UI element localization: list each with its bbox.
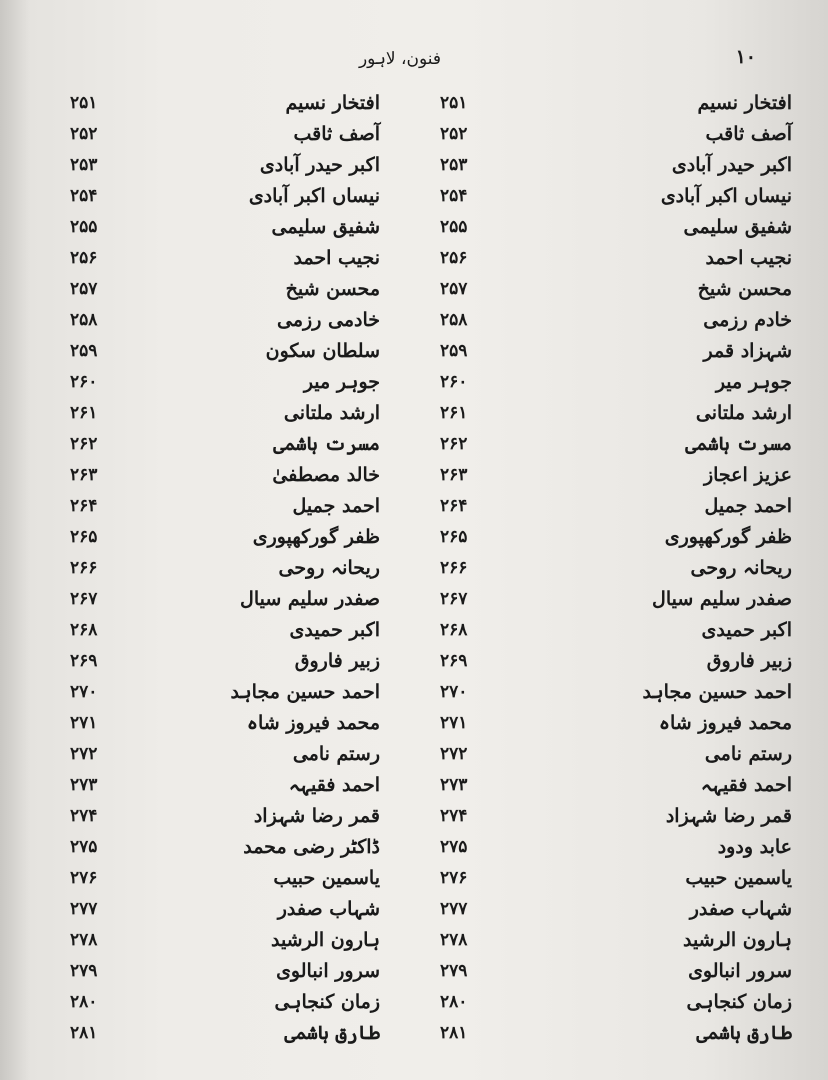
list-item	[440, 955, 800, 986]
entry-number: ۲۶۴	[70, 496, 98, 517]
poet-name: اکبر حمیدی	[289, 618, 380, 641]
poet-name: خادم رزمی	[703, 309, 792, 332]
entry-number: ۲۶۹	[440, 650, 468, 671]
page-gutter-shadow	[0, 0, 30, 1080]
poet-name: آصف ثاقب	[705, 123, 792, 146]
list-item	[70, 831, 430, 862]
list-item	[70, 367, 430, 398]
poet-name: طارق ہاشمی	[284, 1021, 380, 1044]
page-number: ۱۰	[735, 46, 756, 68]
poet-name: اکبر حمیدی	[701, 618, 792, 641]
list-item	[70, 769, 430, 800]
poet-name: احمد جمیل	[292, 495, 380, 518]
list-item	[70, 460, 430, 491]
entry-number: ۲۷۱	[440, 712, 468, 733]
entry-number: ۲۵۹	[70, 341, 98, 362]
poet-name: سرور انبالوی	[688, 959, 792, 982]
entry-number: ۲۸۱	[440, 1022, 468, 1043]
poet-name: زمان کنجاہی	[686, 990, 792, 1013]
poet-name: ڈاکٹر رضی محمد	[243, 835, 380, 858]
entry-number: ۲۵۸	[70, 310, 98, 331]
entry-number: ۲۵۸	[440, 310, 468, 331]
entry-number: ۲۶۱	[440, 403, 468, 424]
entry-number: ۲۸۰	[440, 991, 468, 1012]
poet-name: عابد ودود	[717, 835, 792, 858]
entry-number: ۲۷۴	[70, 805, 98, 826]
poet-name: نجیب احمد	[293, 247, 380, 270]
poet-name: نیساں اکبر آبادی	[248, 185, 380, 208]
list-item	[70, 305, 430, 336]
list-item	[70, 212, 430, 243]
list-item	[440, 243, 800, 274]
poet-name: جوہر میر	[715, 371, 792, 394]
list-item	[70, 336, 430, 367]
list-item	[440, 738, 800, 769]
entry-number: ۲۶۵	[70, 527, 98, 548]
entry-number: ۲۷۸	[440, 929, 468, 950]
poet-name: نجیب احمد	[705, 247, 792, 270]
entry-number: ۲۵۷	[70, 279, 98, 300]
entry-number: ۲۵۵	[70, 217, 98, 238]
list-item	[70, 986, 430, 1017]
list-item	[440, 645, 800, 676]
poet-name: رستم نامی	[704, 742, 792, 765]
entry-number: ۲۵۳	[70, 155, 98, 176]
poet-name: صفدر سلیم سیال	[652, 587, 792, 610]
list-item	[70, 398, 430, 429]
poet-name: طارق ہاشمی	[696, 1021, 792, 1044]
list-item	[70, 274, 430, 305]
entry-number: ۲۸۱	[70, 1022, 98, 1043]
poet-name: مسرت ہاشمی	[685, 433, 792, 456]
list-item	[440, 862, 800, 893]
list-item	[70, 862, 430, 893]
list-item	[70, 553, 430, 584]
entry-number: ۲۵۲	[70, 124, 98, 145]
list-item	[70, 738, 430, 769]
poet-name: احمد فقیہہ	[700, 773, 792, 796]
poet-name: قمر رضا شہزاد	[665, 804, 792, 827]
poet-name: مسرت ہاشمی	[273, 433, 380, 456]
list-item	[70, 1017, 430, 1048]
list-item	[70, 924, 430, 955]
list-item	[440, 924, 800, 955]
list-item	[440, 986, 800, 1017]
list-item	[440, 831, 800, 862]
poet-name: یاسمین حبیب	[273, 866, 380, 889]
list-item	[70, 584, 430, 615]
poet-name: قمر رضا شہزاد	[253, 804, 380, 827]
list-item	[70, 645, 430, 676]
poet-name: محمد فیروز شاہ	[246, 711, 380, 734]
entry-number: ۲۷۷	[440, 898, 468, 919]
entry-number: ۲۶۶	[440, 558, 468, 579]
list-item	[440, 553, 800, 584]
list-item	[440, 398, 800, 429]
index-column-right	[440, 88, 800, 1048]
poet-name: احمد حسین مجاہد	[642, 680, 792, 703]
poet-name: شفیق سلیمی	[271, 216, 380, 239]
poet-name: شہاب صفدر	[689, 897, 792, 920]
list-item	[70, 429, 430, 460]
list-item	[440, 1017, 800, 1048]
poet-name: محمد فیروز شاہ	[658, 711, 792, 734]
entry-number: ۲۵۱	[70, 93, 98, 114]
poet-name: محسن شیخ	[697, 278, 792, 301]
list-item	[440, 274, 800, 305]
list-item	[440, 676, 800, 707]
entry-number: ۲۵۹	[440, 341, 468, 362]
entry-number: ۲۶۰	[70, 372, 98, 393]
entry-number: ۲۸۰	[70, 991, 98, 1012]
list-item	[70, 955, 430, 986]
entry-number: ۲۶۷	[70, 588, 98, 609]
poet-name: یاسمین حبیب	[685, 866, 792, 889]
list-item	[440, 150, 800, 181]
poet-name: شہاب صفدر	[277, 897, 380, 920]
list-item	[440, 460, 800, 491]
poet-name: آصف ثاقب	[293, 123, 380, 146]
entry-number: ۲۵۵	[440, 217, 468, 238]
list-item	[440, 181, 800, 212]
poet-name: احمد حسین مجاہد	[230, 680, 380, 703]
poet-name: ارشد ملتانی	[695, 402, 792, 425]
list-item	[70, 119, 430, 150]
poet-name: ظفر گورکھپوری	[252, 526, 380, 549]
entry-number: ۲۶۸	[70, 619, 98, 640]
list-item	[70, 522, 430, 553]
entry-number: ۲۶۹	[70, 650, 98, 671]
poet-name: زبیر فاروق	[706, 649, 792, 672]
poet-name: ریحانہ روحی	[690, 557, 792, 580]
list-item	[440, 584, 800, 615]
entry-number: ۲۷۰	[70, 681, 98, 702]
running-title: فنون، لاہور	[358, 49, 442, 69]
entry-number: ۲۶۰	[440, 372, 468, 393]
entry-number: ۲۶۸	[440, 619, 468, 640]
entry-number: ۲۷۶	[440, 867, 468, 888]
entry-number: ۲۷۲	[70, 743, 98, 764]
poet-name: زبیر فاروق	[294, 649, 380, 672]
entry-number: ۲۷۹	[440, 960, 468, 981]
index-column-left	[70, 88, 430, 1048]
list-item	[70, 88, 430, 119]
poet-name: ہارون الرشید	[682, 928, 792, 951]
poet-name: زمان کنجاہی	[274, 990, 380, 1013]
list-item	[440, 212, 800, 243]
list-item	[440, 429, 800, 460]
entry-number: ۲۷۴	[440, 805, 468, 826]
entry-number: ۲۵۶	[70, 248, 98, 269]
entry-number: ۲۷۹	[70, 960, 98, 981]
entry-number: ۲۵۳	[440, 155, 468, 176]
entry-number: ۲۵۷	[440, 279, 468, 300]
poet-name: رستم نامی	[292, 742, 380, 765]
list-item	[440, 769, 800, 800]
entry-number: ۲۷۲	[440, 743, 468, 764]
page-header	[0, 44, 828, 78]
list-item	[70, 491, 430, 522]
list-item	[440, 707, 800, 738]
entry-number: ۲۶۳	[70, 465, 98, 486]
poet-name: ریحانہ روحی	[278, 557, 380, 580]
entry-number: ۲۷۳	[70, 774, 98, 795]
entry-number: ۲۶۵	[440, 527, 468, 548]
entry-number: ۲۷۵	[440, 836, 468, 857]
entry-number: ۲۶۴	[440, 496, 468, 517]
list-item	[440, 800, 800, 831]
list-item	[440, 336, 800, 367]
entry-number: ۲۷۸	[70, 929, 98, 950]
poet-name: اکبر حیدر آبادی	[671, 154, 792, 177]
poet-name: افتخار نسیم	[697, 92, 792, 115]
poet-name: صفدر سلیم سیال	[240, 587, 380, 610]
entry-number: ۲۵۶	[440, 248, 468, 269]
entry-number: ۲۷۶	[70, 867, 98, 888]
poet-name: محسن شیخ	[285, 278, 380, 301]
list-item	[70, 150, 430, 181]
entry-number: ۲۷۳	[440, 774, 468, 795]
list-item	[440, 522, 800, 553]
poet-name: جوہر میر	[303, 371, 380, 394]
poet-name: سلطان سکون	[265, 340, 380, 363]
poet-name: احمد فقیہہ	[288, 773, 380, 796]
poet-name: ظفر گورکھپوری	[664, 526, 792, 549]
list-item	[440, 305, 800, 336]
entry-number: ۲۷۰	[440, 681, 468, 702]
list-item	[440, 893, 800, 924]
poet-name: خالد مصطفیٰ	[272, 464, 380, 487]
poet-name: سرور انبالوی	[276, 959, 380, 982]
list-item	[70, 893, 430, 924]
list-item	[440, 491, 800, 522]
entry-number: ۲۵۴	[440, 186, 468, 207]
poet-name: اکبر حیدر آبادی	[259, 154, 380, 177]
poet-name: نیساں اکبر آبادی	[660, 185, 792, 208]
poet-name: افتخار نسیم	[285, 92, 380, 115]
entry-number: ۲۶۲	[70, 434, 98, 455]
list-item	[440, 88, 800, 119]
entry-number: ۲۶۶	[70, 558, 98, 579]
list-item	[70, 707, 430, 738]
list-item	[70, 181, 430, 212]
poet-name: خادمی رزمی	[277, 309, 380, 332]
entry-number: ۲۶۳	[440, 465, 468, 486]
poet-name: عزیز اعجاز	[703, 464, 792, 487]
entry-number: ۲۷۱	[70, 712, 98, 733]
entry-number: ۲۵۱	[440, 93, 468, 114]
poet-name: ہارون الرشید	[270, 928, 380, 951]
entry-number: ۲۵۴	[70, 186, 98, 207]
entry-number: ۲۶۷	[440, 588, 468, 609]
list-item	[70, 800, 430, 831]
entry-number: ۲۷۵	[70, 836, 98, 857]
list-item	[70, 614, 430, 645]
poet-name: شفیق سلیمی	[683, 216, 792, 239]
entry-number: ۲۶۱	[70, 403, 98, 424]
list-item	[440, 367, 800, 398]
poet-name: احمد جمیل	[704, 495, 792, 518]
list-item	[440, 119, 800, 150]
list-item	[70, 676, 430, 707]
list-item	[440, 614, 800, 645]
entry-number: ۲۵۲	[440, 124, 468, 145]
poet-name: ارشد ملتانی	[283, 402, 380, 425]
poet-name: شہزاد قمر	[703, 340, 792, 363]
list-item	[70, 243, 430, 274]
entry-number: ۲۶۲	[440, 434, 468, 455]
entry-number: ۲۷۷	[70, 898, 98, 919]
